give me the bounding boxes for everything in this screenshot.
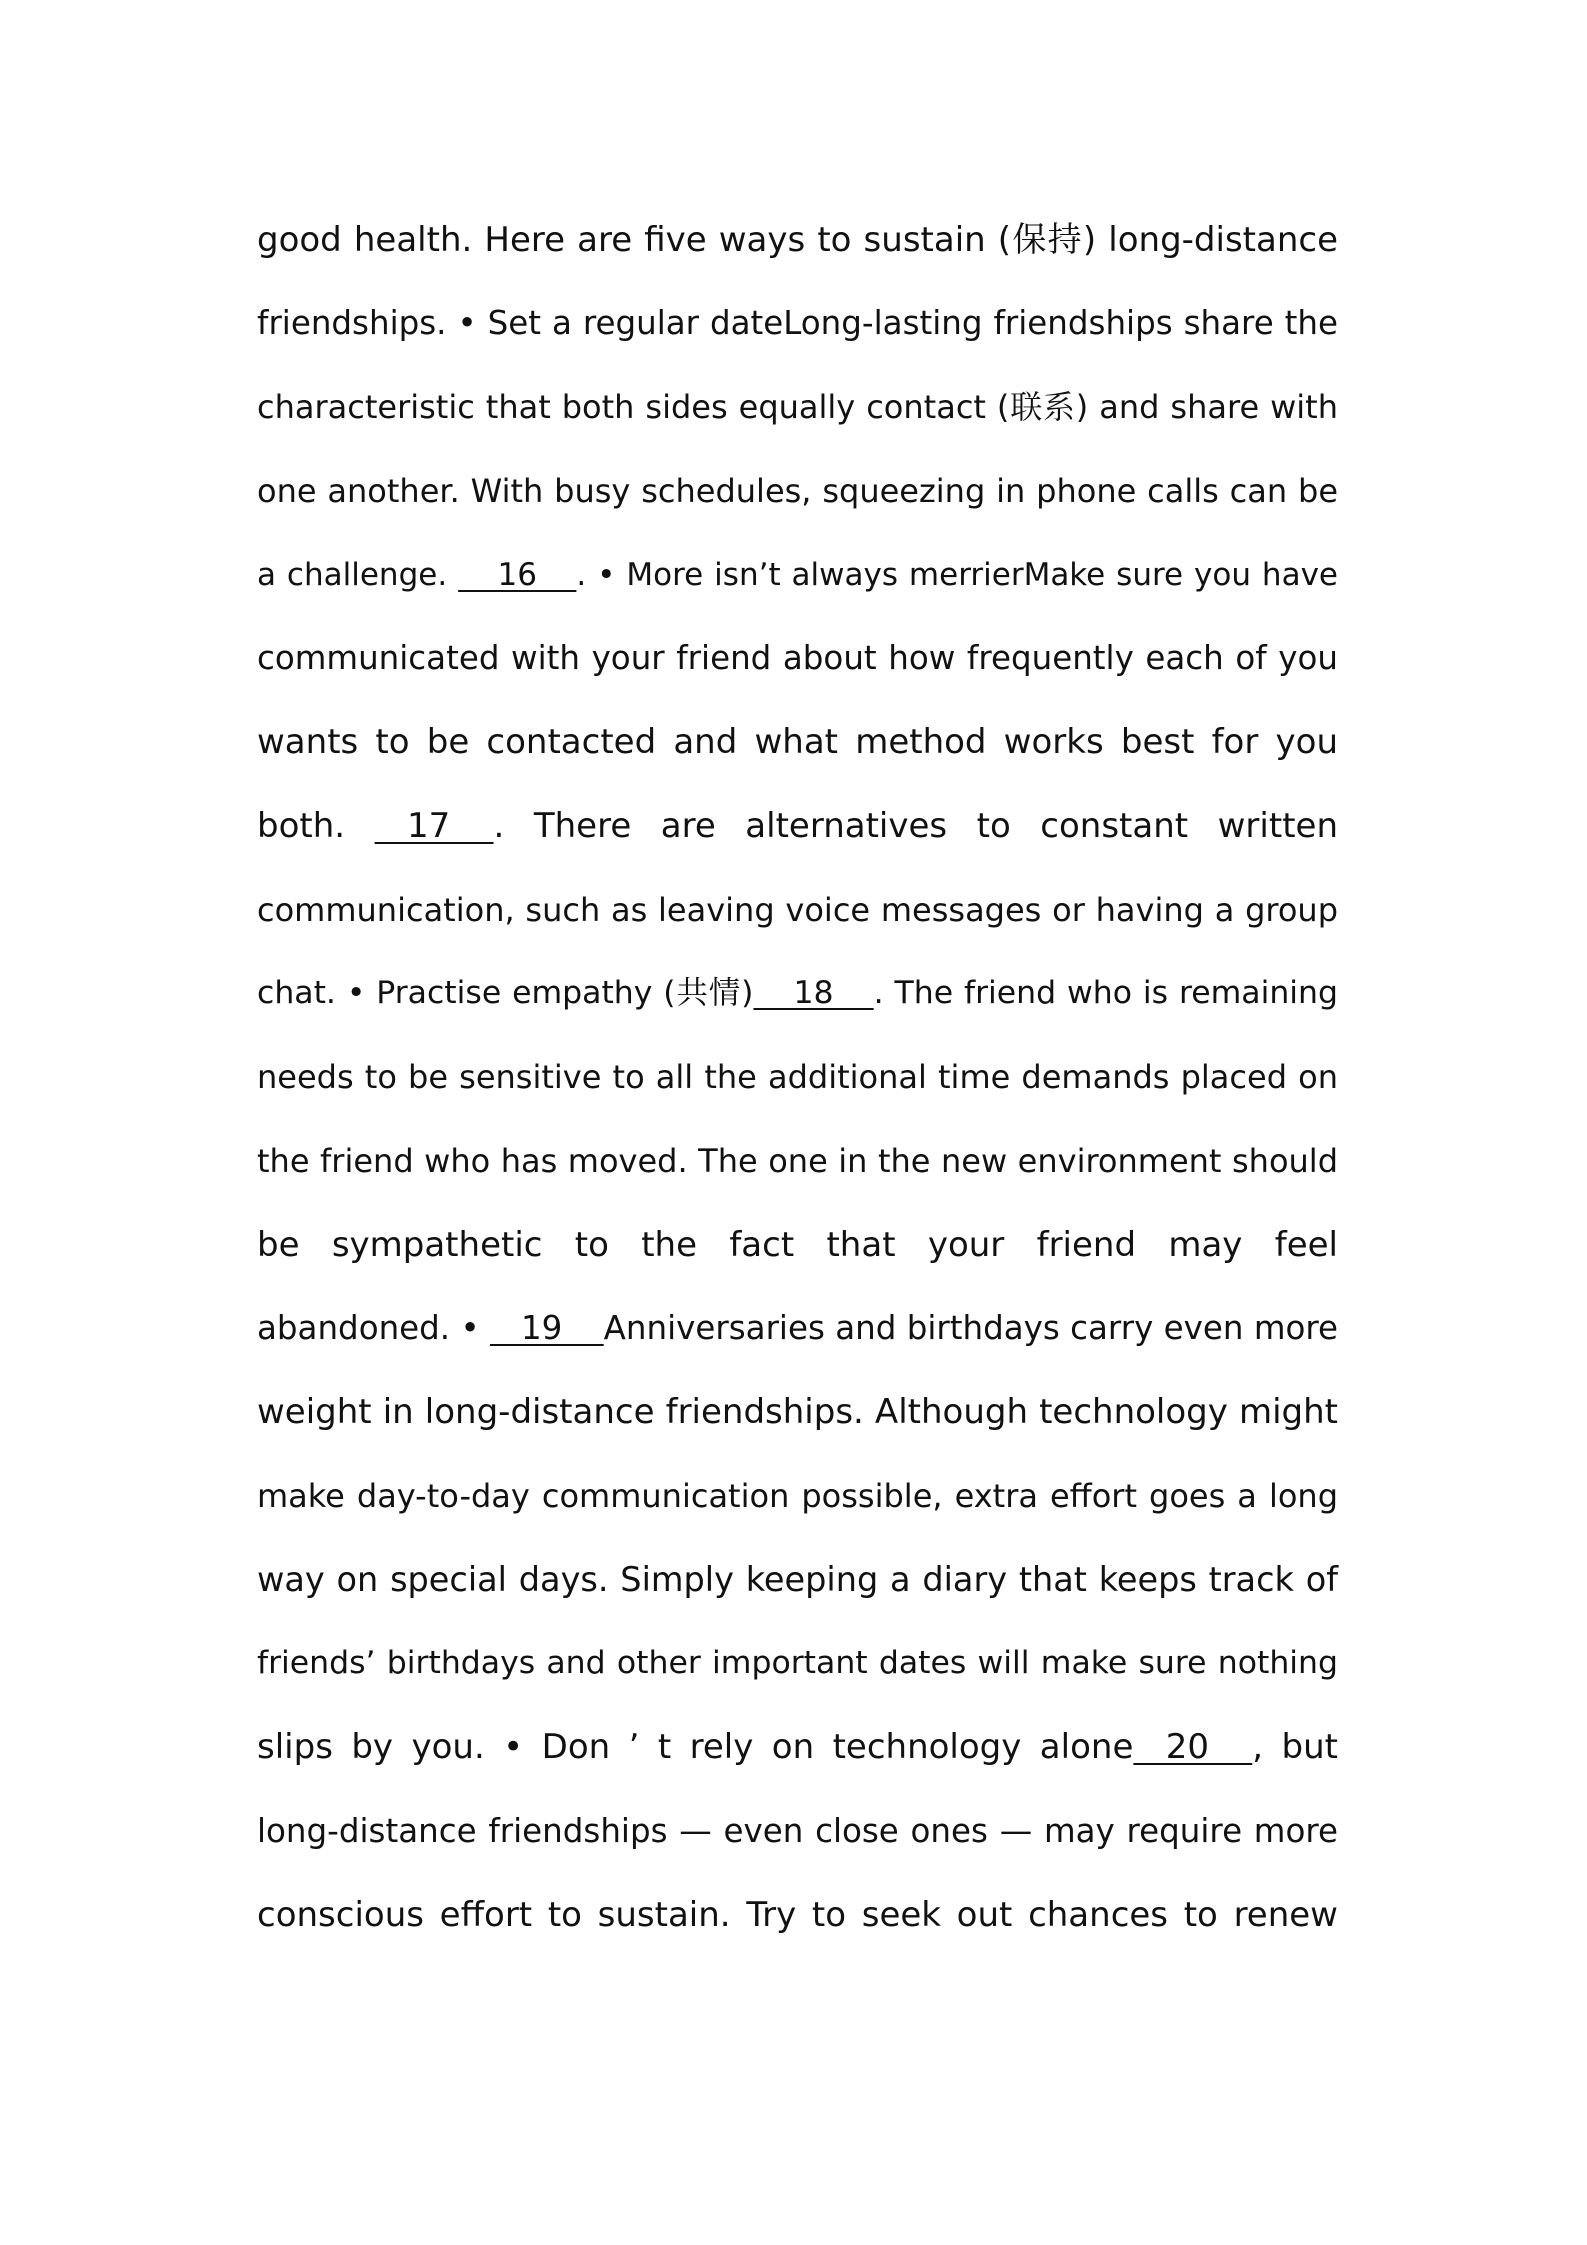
text-line-4: one another. With busy schedules, squeezing in phone calls can be <box>257 472 1338 510</box>
text-line-5 <box>257 545 1338 605</box>
text-segment: slips by you. • Don ’ t rely on technology alone <box>257 1727 1134 1767</box>
text-line-7: wants to be contacted and what method works best for you <box>257 722 1338 762</box>
text-line-9: communication, such as leaving voice messages or having a group <box>257 891 1338 929</box>
text-line-12: the friend who has moved. The one in the new environment should <box>257 1142 1338 1180</box>
answer-blank-20[interactable]: 20 <box>1133 1727 1253 1767</box>
answer-blank-19[interactable]: 19 <box>490 1309 604 1347</box>
text-line-16: make day-to-day communication possible, extra effort goes a long <box>257 1477 1338 1515</box>
text-line-20: long-distance friendships — even close ones — may require more <box>257 1812 1338 1850</box>
text-segment: , but <box>1252 1727 1339 1767</box>
text-line-19 <box>257 1717 1338 1777</box>
text-line-15: weight in long-distance friendships. Although technology might <box>257 1392 1338 1432</box>
text-segment: abandoned. • <box>257 1309 490 1347</box>
text-line-8 <box>257 796 1338 856</box>
text-segment: . • More isn’t always merrierMake sure you have <box>576 557 1338 593</box>
answer-blank-17[interactable]: 17 <box>374 806 494 846</box>
text-segment: both. <box>257 806 375 846</box>
text-line-13: be sympathetic to the fact that your friend may feel <box>257 1225 1338 1265</box>
text-line-18: friends’ birthdays and other important dates will make sure nothing <box>257 1645 1338 1681</box>
text-line-6: communicated with your friend about how frequently each of you <box>257 639 1338 677</box>
text-line-11: needs to be sensitive to all the additional time demands placed on <box>257 1058 1338 1096</box>
text-line-3: characteristic that both sides equally contact (联系) and share with <box>257 388 1338 426</box>
text-segment: Anniversaries and birthdays carry even more <box>603 1309 1339 1347</box>
text-line-17: way on special days. Simply keeping a diary that keeps track of <box>257 1560 1338 1599</box>
text-segment: chat. • Practise empathy (共情) <box>257 975 754 1011</box>
text-segment: . The friend who is remaining <box>873 975 1339 1011</box>
answer-blank-18[interactable]: 18 <box>753 975 874 1011</box>
text-segment: a challenge. <box>257 557 459 593</box>
text-line-10 <box>257 963 1338 1023</box>
answer-blank-16[interactable]: 16 <box>458 557 577 593</box>
text-segment: . There are alternatives to constant written <box>493 806 1338 846</box>
text-line-2: friendships. • Set a regular dateLong-lasting friendships share the <box>257 304 1338 342</box>
text-line-21: conscious effort to sustain. Try to seek out chances to renew <box>257 1895 1338 1935</box>
text-line-14 <box>257 1298 1338 1358</box>
text-line-1: good health. Here are five ways to sustain (保持) long-distance <box>257 220 1338 260</box>
